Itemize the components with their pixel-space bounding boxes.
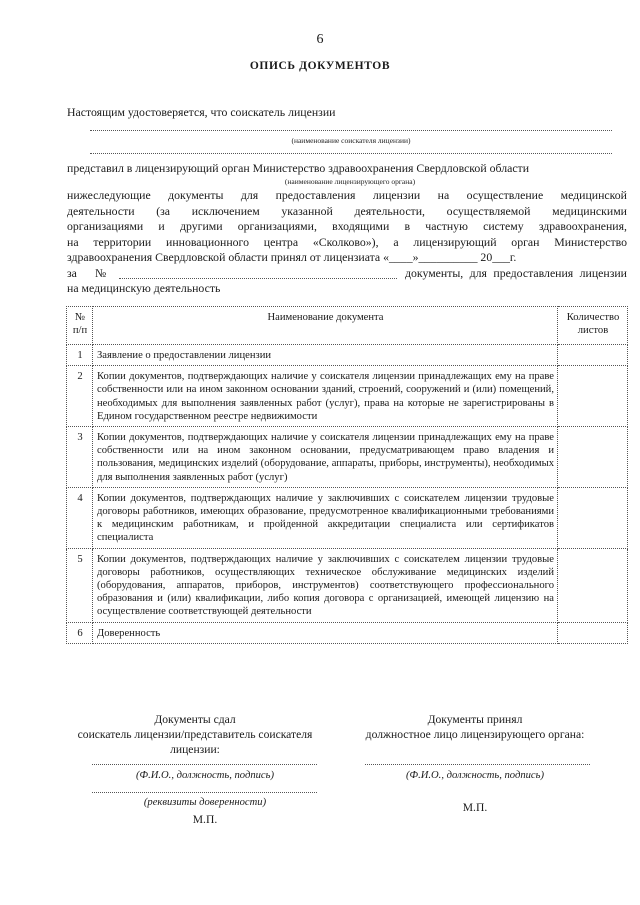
no-label: № <box>95 265 107 280</box>
row-count[interactable] <box>558 366 628 427</box>
za-line <box>67 266 627 282</box>
row-num: 1 <box>67 345 93 366</box>
power-of-attorney-line[interactable] <box>92 792 317 793</box>
applicant-caption: (наименование соискателя лицензии) <box>291 136 411 145</box>
table-row <box>67 427 628 488</box>
left-seal: М.П. <box>192 813 218 826</box>
body-line-4: на территории инновационного центра «Сколково»), а лицензирующий орган Министерство <box>67 234 627 249</box>
applicant-name-line[interactable] <box>90 130 612 131</box>
right-sig-role-1: должностное лицо лицензирующего органа: <box>365 728 585 741</box>
right-signature-block <box>340 712 610 742</box>
row-text: Копии документов, подтверждающих наличие у заключивших с соискателем лицензии трудовые договоры работников, имеющих образование, предусмотренное квалификационными требованиями к медицинским работникам, и пройденной аккредитации специалиста или сертификатов специалиста <box>93 487 558 548</box>
body-line-2: деятельности (за исключением указанной деятельности, осуществляемой медицинскими <box>67 203 627 218</box>
row-num: 5 <box>67 548 93 622</box>
header-num: № п/п <box>67 307 93 345</box>
page-number: 6 <box>316 32 324 47</box>
table-row <box>67 622 628 643</box>
power-of-attorney-caption: (реквизиты доверенности) <box>143 797 267 808</box>
page-title: ОПИСЬ ДОКУМЕНТОВ <box>249 60 391 72</box>
intro-line: Настоящим удостоверяется, что соискатель лицензии <box>67 105 336 119</box>
header-name: Наименование документа <box>93 307 558 345</box>
row-text: Заявление о предоставлении лицензии <box>93 345 558 366</box>
date-line: здравоохранения Свердловской области принял от лицензиата «____»__________ 20___г. <box>67 250 517 264</box>
row-text: Копии документов, подтверждающих наличие у соискателя лицензии принадлежащих ему на праве собственности или на ином законном основании, предусматривающем право владения и пользования, медицинских изделий (оборудование, аппараты, приборы, инструменты), необходимых для выполнения заявленных работ (услуг) <box>93 427 558 488</box>
row-count[interactable] <box>558 487 628 548</box>
table-row <box>67 487 628 548</box>
left-sig-role-1: соискатель лицензии/представитель соискателя <box>77 728 313 741</box>
row-num: 3 <box>67 427 93 488</box>
table-row <box>67 345 628 366</box>
right-fio-line[interactable] <box>365 764 590 765</box>
presented-line: представил в лицензирующий орган Министерство здравоохранения Свердловской области <box>67 161 530 175</box>
za-label: за <box>67 265 77 280</box>
left-fio-caption: (Ф.И.О., должность, подпись) <box>136 770 274 781</box>
row-text: Копии документов, подтверждающих наличие у заключивших с соискателем лицензии трудовые договоры работников, осуществляющих техническое обслуживание медицинских изделий (оборудования, аппаратов, приборов, инструментов) соответствующего профессионального образования и (или) квалификации, либо копия договора с организацией, имеющей лицензию на осуществление соответствующей деятельности <box>93 548 558 622</box>
table-row <box>67 366 628 427</box>
last-line: на медицинскую деятельность <box>67 281 221 295</box>
row-text: Доверенность <box>93 622 558 643</box>
intro-body <box>67 188 627 297</box>
body-line-3: организациями и другими организациями, входящими в частную систему здравоохранения, <box>67 219 627 233</box>
row-num: 4 <box>67 487 93 548</box>
right-sig-title: Документы принял <box>427 713 523 726</box>
row-count[interactable] <box>558 345 628 366</box>
header-count: Количество листов <box>558 307 628 345</box>
documents-table <box>66 306 628 644</box>
table-header-row <box>67 307 628 345</box>
table-row <box>67 548 628 622</box>
row-count[interactable] <box>558 622 628 643</box>
left-sig-title: Документы сдал <box>154 713 236 726</box>
organ-caption: (наименование лицензирующего органа) <box>284 177 416 186</box>
docs-for-label: документы, для предоставления лицензии <box>405 265 627 280</box>
left-signature-block <box>60 712 330 757</box>
row-text: Копии документов, подтверждающих наличие у соискателя лицензии принадлежащих ему на праве собственности или на ином законном основании зданий, строений, сооружений и (или) помещений, необходимых для выполнения заявленных работ (услуг), права на которые не зарегистрированы в Едином государственном реестре недвижимости <box>93 366 558 427</box>
left-sig-role-2: лицензии: <box>170 743 220 756</box>
body-line-1: нижеследующие документы для предоставления лицензии на осуществление медицинской <box>67 188 627 202</box>
number-field-line[interactable] <box>119 278 397 279</box>
applicant-name-line-2[interactable] <box>90 153 612 154</box>
row-count[interactable] <box>558 548 628 622</box>
right-seal: М.П. <box>462 801 488 814</box>
row-num: 6 <box>67 622 93 643</box>
right-fio-caption: (Ф.И.О., должность, подпись) <box>406 770 544 781</box>
row-num: 2 <box>67 366 93 427</box>
left-fio-line[interactable] <box>92 764 317 765</box>
row-count[interactable] <box>558 427 628 488</box>
